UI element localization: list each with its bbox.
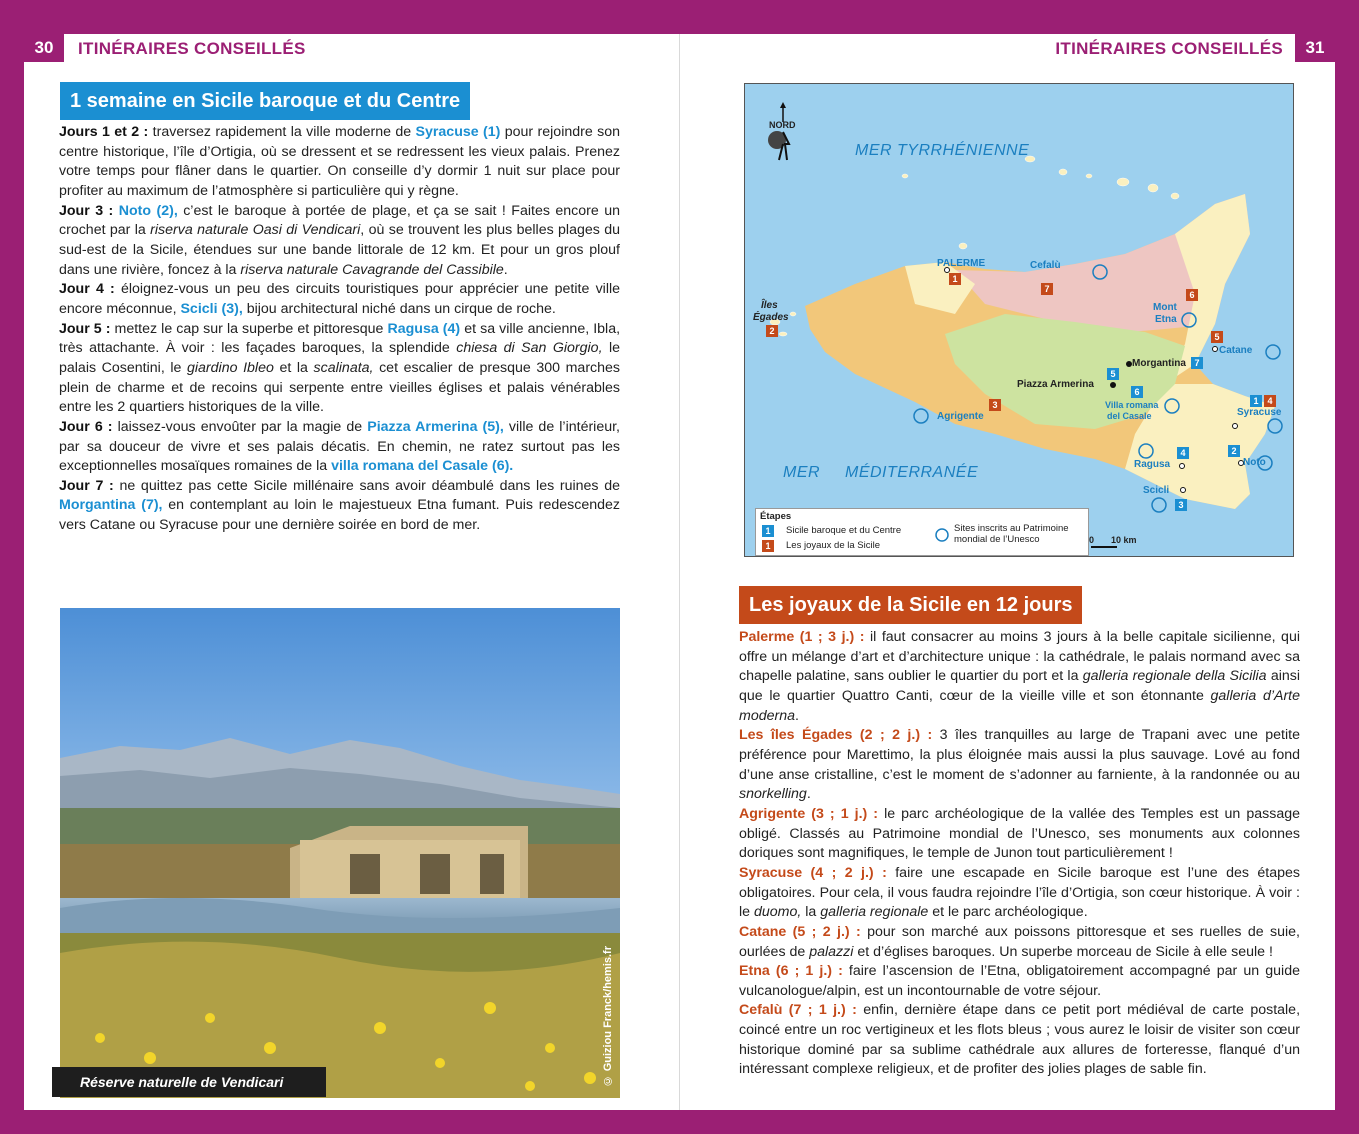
text-i: duomo, [753, 904, 802, 921]
unesco-icon [934, 527, 950, 543]
paragraph [739, 805, 1300, 864]
paragraph [59, 477, 620, 536]
label-palermo: PALERME [937, 258, 986, 269]
text-run: . [806, 786, 811, 803]
text-i: chiesa di San Giorgio, [456, 340, 603, 357]
text-run: en contemplant au loin le majestueux Etna fumant. Puis redescendez vers Catane ou Syracuse pour une dernière soirée en bord de mer. [59, 497, 620, 534]
left-body-text [59, 123, 620, 536]
paragraph [59, 123, 620, 202]
text-run: faire une escapade en Sicile baroque est l’une des étapes obligatoires. Pour cela, il vous faudra rejoindre l’île d’Ortigia, son cœur historique. À voir : le [739, 864, 1300, 921]
text-run: le palais Cosentini, le [59, 340, 620, 376]
text-run: 3 îles tranquilles au large de Trapani avec une petite préférence pour Marettimo, la plus éloignée mais aussi la plus sauvage. Lové au fond d’une anse cristalline, c’est le moment de s’adonner au farniente, à la randonnée ou au [739, 727, 1300, 783]
photo-caption: Réserve naturelle de Vendicari [52, 1067, 326, 1097]
text-orange: Syracuse (4 ; 2 j.) : [739, 864, 896, 881]
text-i: palazzi [809, 943, 854, 960]
badge-red-6: 6 [1186, 289, 1198, 301]
photo-illustration [60, 608, 620, 1098]
label-catane: Catane [1219, 345, 1253, 356]
text-orange: Agrigente (3 ; 1 j.) : [739, 805, 885, 822]
label-isles-2: Égades [753, 312, 789, 323]
label-piazza: Piazza Armerina [1017, 379, 1094, 390]
text-run: bijou architectural niché dans un cirque de roche. [242, 300, 556, 317]
text-run: mettez le cap sur la superbe et pittoresque [114, 320, 388, 337]
label-agrigente: Agrigente [937, 411, 984, 422]
scale-0: 0 [1089, 535, 1095, 545]
paragraph [739, 1001, 1300, 1080]
text-run: , où se trouvent les plus belles plages du sud-est de la Sicile, étendues sur une bande littorale de 12 km. Et pour un gros plouf dans une rivière, foncez à la [59, 222, 620, 278]
text-i: snorkelling [739, 786, 807, 803]
text-i: giardino Ibleo [187, 359, 274, 376]
scale-10: 10 km [1111, 535, 1137, 545]
text-run: laissez-vous envoûter par la magie de [117, 418, 368, 435]
label-syracuse: Syracuse [1237, 407, 1282, 418]
badge-red-1: 1 [949, 273, 961, 285]
text-run: pour son marché aux poissons pittoresque et ses ruelles de suie, ourlées de [739, 923, 1301, 960]
legend-red-badge: 1 [762, 540, 774, 552]
text-b: Jour 7 : [59, 477, 120, 494]
legend-blue-badge: 1 [762, 525, 774, 537]
gutter [679, 34, 680, 1110]
text-run: pour rejoindre son centre historique, l’île d’Ortigia, où se dressent et se redressent les vieux palais. Prenez votre temps pour flâner dans le quartier. On conseille d’y dormir 1 nuit sur place pour profiter au maximum de l’atmosphère si particulière qui y règne. [59, 124, 620, 199]
badge-blue-7: 7 [1191, 357, 1203, 369]
badge-blue-1: 1 [1250, 395, 1262, 407]
label-cefalu: Cefalù [1030, 260, 1061, 271]
photo-credit: © Guiziou Franck/hemis.fr [602, 945, 614, 1086]
label-villa-1: Villa romana [1105, 400, 1159, 410]
text-run: et la [273, 359, 314, 376]
legend-red-label: Les joyaux de la Sicile [786, 540, 880, 551]
text-run: . [503, 261, 508, 278]
text-i: galleria regionale [820, 904, 929, 921]
text-run: et d’églises baroques. Un superbe morceau de Sicile à elle seule ! [853, 943, 1273, 960]
label-mont: Mont [1153, 302, 1177, 313]
badge-blue-5: 5 [1107, 368, 1119, 380]
text-i: scalinata, [313, 359, 374, 376]
badge-red-5: 5 [1211, 331, 1223, 343]
label-morgantina: Morgantina [1132, 358, 1186, 369]
text-orange: Etna (6 ; 1 j.) : [739, 963, 849, 980]
label-isles-1: Îles [761, 300, 778, 311]
text-orange: Catane (5 ; 2 j.) : [739, 923, 868, 940]
paragraph [59, 202, 620, 281]
text-blue: Syracuse (1) [415, 124, 501, 140]
badge-blue-2: 2 [1228, 445, 1240, 457]
text-b: Jour 3 : [59, 202, 119, 219]
north-label: NORD [769, 120, 796, 130]
text-blue: Noto (2), [118, 202, 178, 219]
text-run: ne quittez pas cette Sicile millénaire sans avoir déambulé dans les ruines de [119, 477, 620, 494]
paragraph [739, 962, 1300, 1001]
text-run: éloignez-vous un peu des circuits touristiques pour apprécier une petite ville encore méconnue, [59, 281, 621, 317]
text-run: c’est le baroque à portée de plage, et ça se sait ! Faites encore un crochet par la [59, 202, 621, 239]
label-etna: Etna [1155, 314, 1177, 325]
text-run: traversez rapidement la ville moderne de [152, 124, 416, 140]
label-noto: Noto [1243, 457, 1266, 468]
text-i: galleria regionale della Sicilia [1082, 668, 1267, 685]
text-blue: Piazza Armerina (5), [367, 418, 504, 435]
left-page-number: 30 [24, 34, 64, 62]
text-run: . [795, 707, 799, 724]
text-i: riserva naturale Cavagrande del Cassibile [240, 261, 504, 278]
text-orange: Les îles Égades (2 ; 2 j.) : [739, 727, 940, 744]
paragraph [739, 628, 1300, 726]
text-run: le parc archéologique de la vallée des Temples est un passage obligé. Classés au Patrimoine mondial de l’Unesco, ses monuments aux colonnes doriques sont magnifiques, le temple de Junon tout particulièrement ! [739, 805, 1300, 862]
right-page-number: 31 [1295, 34, 1335, 62]
text-blue: Ragusa (4) [387, 320, 461, 337]
text-run: faire l’ascension de l’Etna, obligatoirement accompagné par un guide vulcanologue/alpin, est un incontournable de votre séjour. [739, 963, 1300, 999]
paragraph [739, 923, 1300, 962]
text-orange: Palerme (1 ; 3 j.) : [739, 629, 870, 645]
section-title-week: 1 semaine en Sicile baroque et du Centre [60, 82, 470, 120]
text-i: galleria d’Arte moderna [739, 687, 1301, 724]
text-b: Jours 1 et 2 : [59, 124, 153, 140]
left-running-head: ITINÉRAIRES CONSEILLÉS [78, 39, 306, 58]
badge-blue-6: 6 [1131, 386, 1143, 398]
text-b: Jour 5 : [59, 320, 115, 337]
text-blue: Morgantina (7), [59, 497, 163, 514]
text-run: cet escalier de presque 300 marches plein de charme et de recoins qui serpente entre vieilles églises et palais vénérables entre les 2 quartiers historiques de la ville. [59, 359, 621, 416]
badge-red-3: 3 [989, 399, 1001, 411]
legend-title: Étapes [760, 511, 792, 522]
sea-tyrrhenian: MER TYRRHÉNIENNE [855, 142, 1030, 159]
text-blue: Scicli (3), [180, 300, 243, 317]
paragraph [739, 726, 1300, 805]
badge-red-7: 7 [1041, 283, 1053, 295]
paragraph [739, 864, 1300, 923]
legend-blue-label: Sicile baroque et du Centre [786, 525, 902, 536]
sea-med-1: MER [783, 464, 821, 481]
text-run: enfin, dernière étape dans ce petit port médiéval de carte postale, coincé entre un roc vertigineux et les flots bleus ; vous aurez le loisir de visiter son cœur historique dominé par sa sublime cathédrale aux allures de forteresse, flanqué d’un intéressant complexe religieux, et de profiter des jolies plages de sable fin. [739, 1002, 1301, 1078]
paragraph [59, 418, 620, 477]
text-orange: Cefalù (7 ; 1 j.) : [739, 1002, 864, 1019]
text-run: et sa ville ancienne, Ibla, très attachante. À voir : les façades baroques, la splendide [59, 320, 621, 357]
label-ragusa: Ragusa [1134, 459, 1171, 470]
paragraph [59, 280, 620, 319]
text-run: et le parc archéologique. [928, 904, 1088, 921]
section-title-joyaux: Les joyaux de la Sicile en 12 jours [739, 586, 1082, 624]
badge-red-2: 2 [766, 325, 778, 337]
text-run: ainsi que le quartier Quattro Canti, cœur de la vieille ville et son étonnante [739, 668, 1300, 704]
paragraph [59, 320, 620, 418]
text-run: ville de l’intérieur, par sa douceur de vivre et ses palais décatis. En chemin, ne ratez surtout pas les exceptionnelles mosaïques romaines de la [59, 418, 621, 475]
text-i: riserva naturale Oasi di Vendicari [150, 222, 361, 239]
legend-unesco-label: Sites inscrits au Patrimoine mondial de l’Unesco [954, 523, 1069, 545]
text-run: la [801, 904, 821, 921]
right-body-text [739, 628, 1300, 1080]
text-b: Jour 6 : [59, 418, 118, 435]
text-b: Jour 4 : [59, 281, 121, 298]
badge-red-4: 4 [1264, 395, 1276, 407]
sicily-map [744, 83, 1294, 557]
photo-vendicari [60, 608, 620, 1098]
badge-blue-4: 4 [1177, 447, 1189, 459]
right-running-head: ITINÉRAIRES CONSEILLÉS [1055, 39, 1283, 58]
badge-blue-3: 3 [1175, 499, 1187, 511]
sea-med-2: MÉDITERRANÉE [845, 464, 979, 481]
label-scicli: Scicli [1143, 485, 1170, 496]
text-run: il faut consacrer au moins 3 jours à la belle capitale sicilienne, qui offre un mélange d’art et d’architecture unique : la cathédrale, le palais normand avec sa chapelle palatine, sans oublier le quartier du port et la [739, 629, 1300, 685]
map-legend [755, 508, 1089, 556]
label-villa-2: del Casale [1107, 411, 1152, 421]
text-blue: villa romana del Casale (6). [331, 458, 514, 475]
